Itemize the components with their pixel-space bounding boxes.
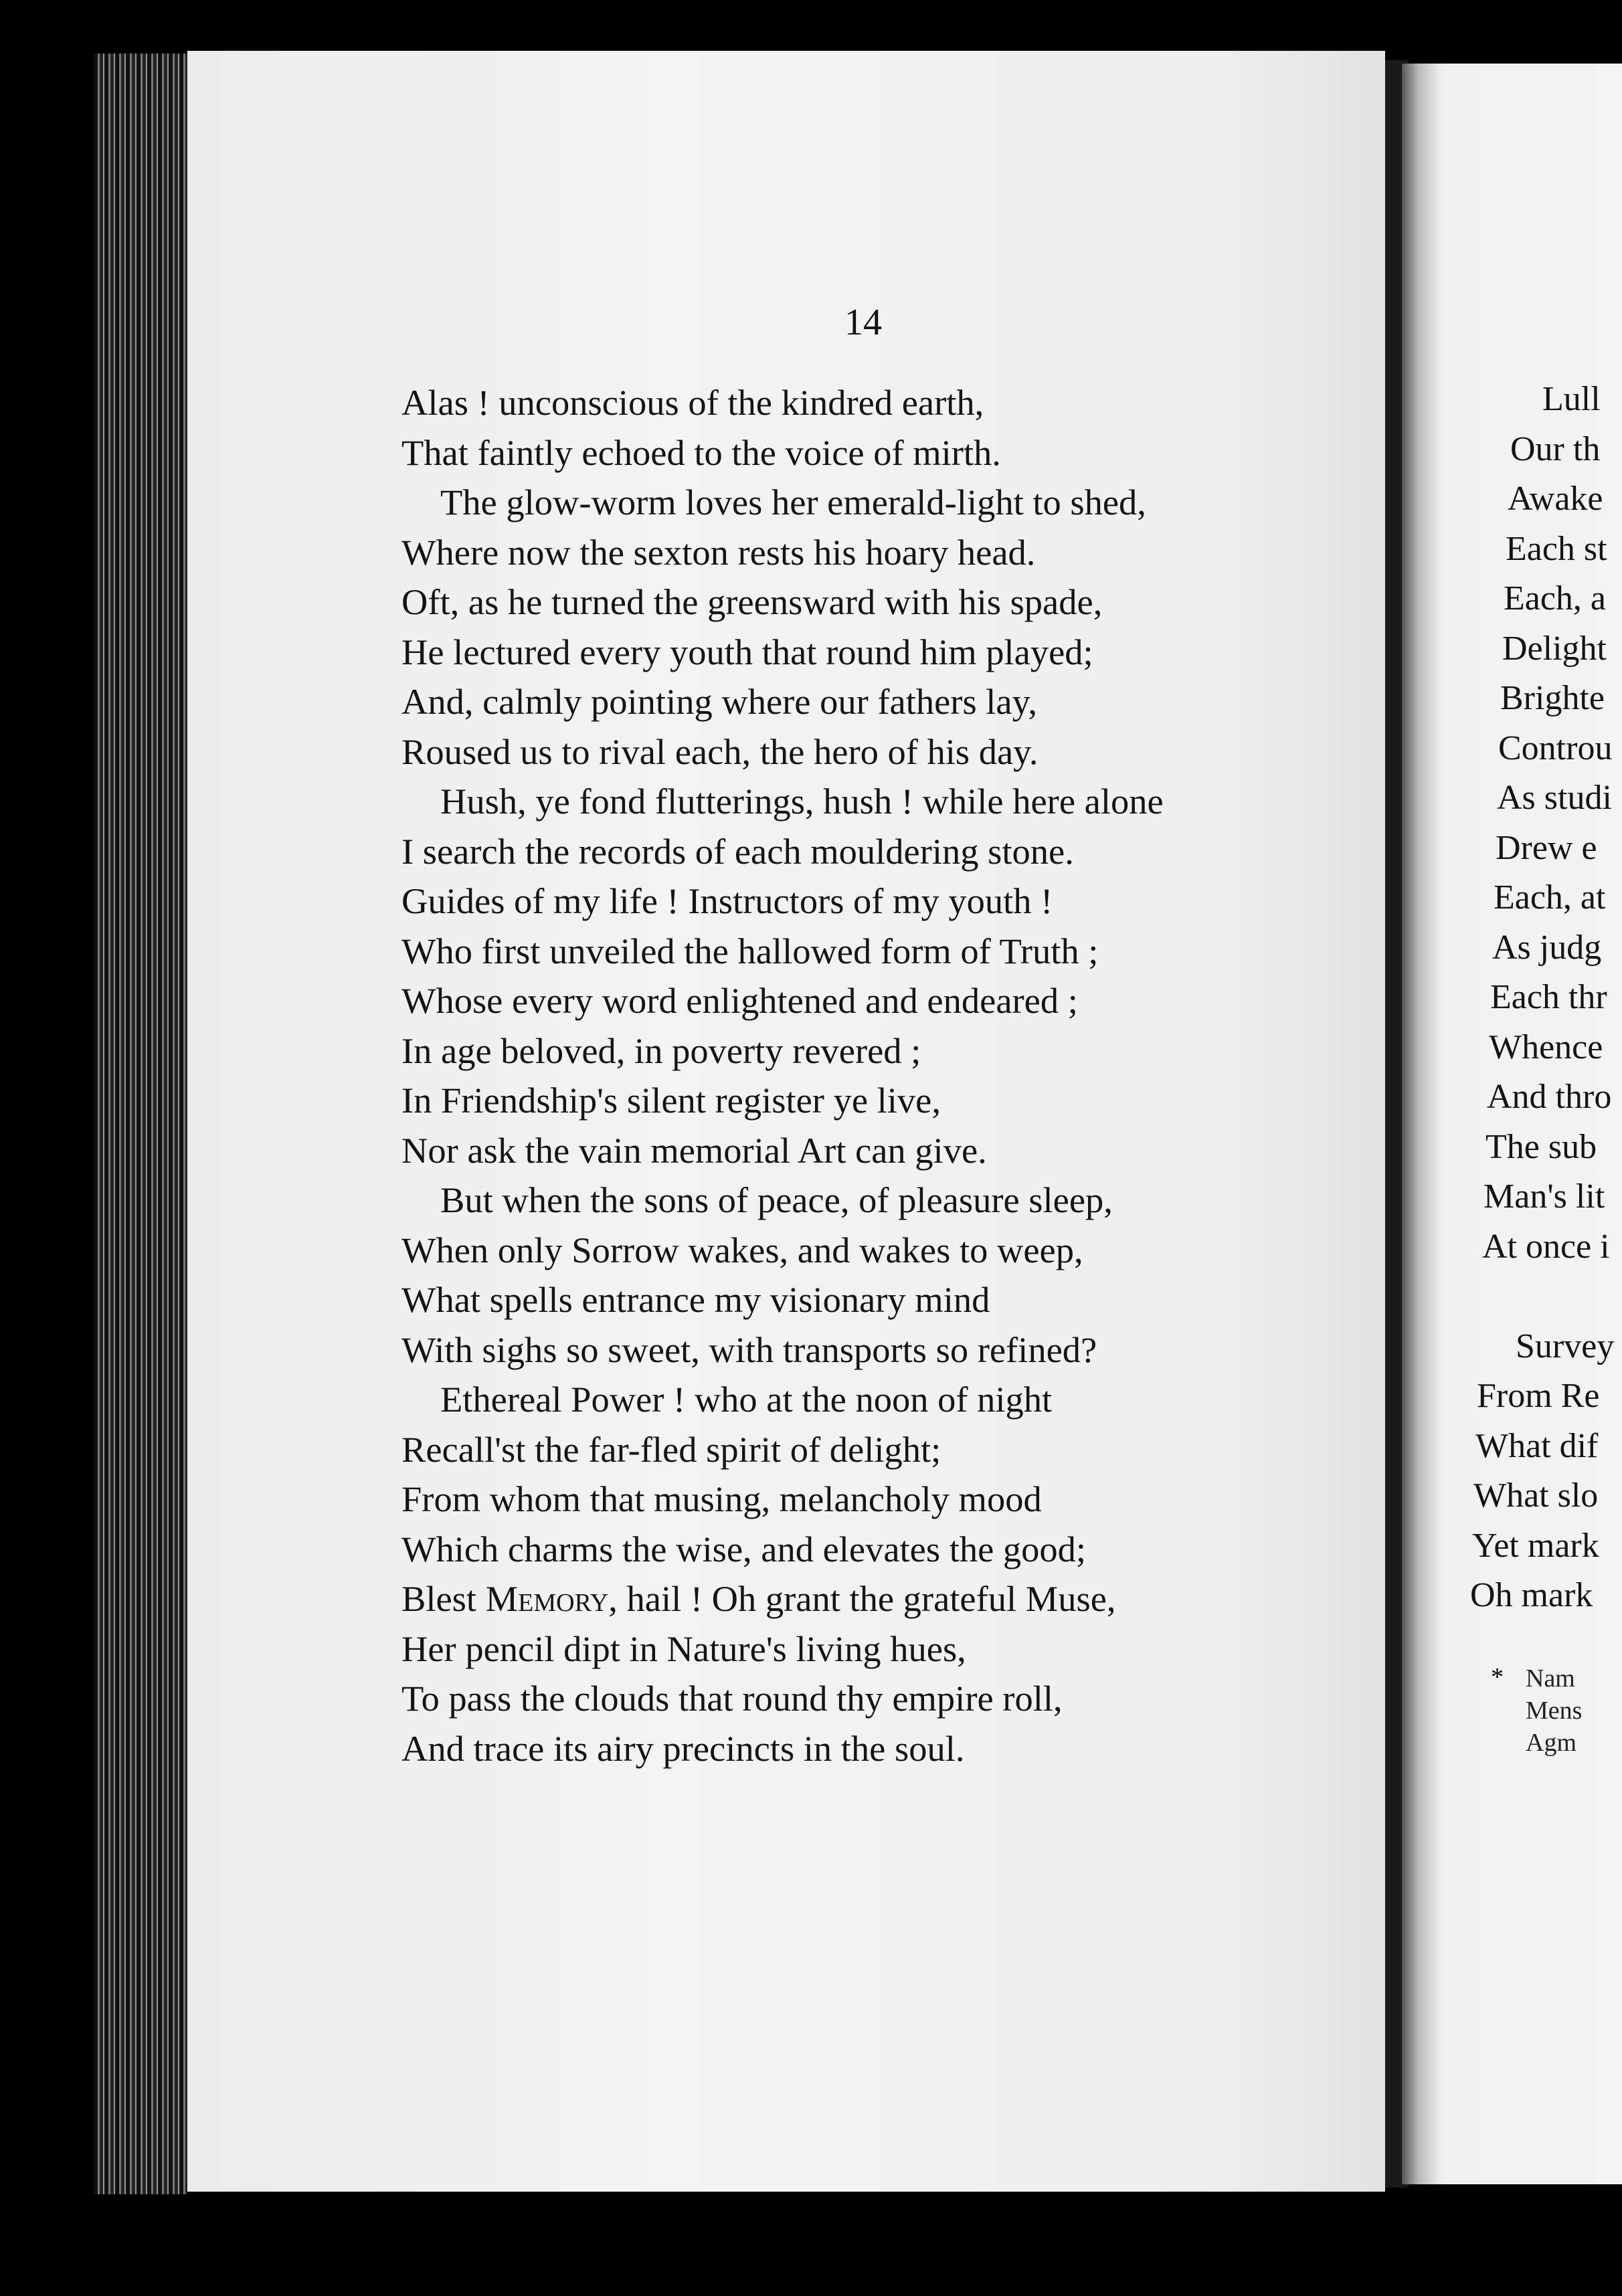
right-line: As judg [1492,928,1602,967]
poem-line: And trace its airy precincts in the soul. [401,1727,965,1769]
poem-line: Nor ask the vain memorial Art can give. [401,1129,987,1171]
right-line: What slo [1473,1476,1599,1515]
poem-line: With sighs so sweet, with transports so refined? [401,1329,1097,1370]
right-page-text [1469,375,1614,1621]
right-line: Our th [1510,429,1601,468]
poem-line-memory [401,1574,1352,1624]
footnote-line: Mens [1526,1697,1583,1725]
poem-line: When only Sorrow wakes, and wakes to weep, [401,1229,1083,1270]
memory-line-pre: Blest [401,1578,486,1619]
right-line: Survey [1516,1327,1615,1365]
right-line: Whence [1489,1028,1603,1066]
poem-line: Who first unveiled the hallowed form of Truth ; [401,930,1099,971]
poem-line: Hush, ye fond flutterings, hush ! while here alone [440,781,1164,822]
stanza-gap [1469,1272,1614,1322]
poem-line: Recall'st the far-fled spirit of delight; [401,1428,941,1470]
footnote-line: Agm [1526,1729,1576,1757]
right-line: Each st [1506,529,1607,568]
poem-line: He lectured every youth that round him played; [401,631,1093,672]
footnote-line: Nam [1526,1664,1575,1693]
right-line: Yet mark [1472,1526,1599,1565]
memory-line-post: , hail ! Oh grant the grateful Muse, [608,1578,1116,1619]
right-line: What dif [1475,1426,1599,1465]
right-line: Brighte [1500,679,1605,717]
page-number: 14 [844,302,882,343]
poem-line: Roused us to rival each, the hero of his day. [401,731,1039,772]
book-page-edges [94,54,187,2194]
right-line: As studi [1497,779,1612,817]
poem-line: Which charms the wise, and elevates the good; [401,1528,1087,1569]
right-line: Man's lit [1483,1177,1605,1216]
poem-line: What spells entrance my visionary mind [401,1279,990,1320]
poem-line: And, calmly pointing where our fathers lay, [401,681,1037,722]
poem-line: From whom that musing, melancholy mood [401,1478,1042,1519]
poem-line: The glow-worm loves her emerald-light to shed, [440,482,1146,522]
right-line: Each, at [1494,878,1606,917]
right-line: Controu [1498,729,1613,767]
poem-line: Her pencil dipt in Nature's living hues, [401,1628,966,1669]
poem-line: Guides of my life ! Instructors of my youth ! [401,880,1053,921]
right-line: Each thr [1490,978,1607,1016]
poem-line: In Friendship's silent register ye live, [401,1080,941,1121]
right-page-footnote [1491,1662,1583,1759]
poem-line: Oft, as he turned the greensward with his spade, [401,581,1103,622]
right-line: Oh mark [1470,1576,1593,1614]
poem-line: In age beloved, in poverty revered ; [401,1030,921,1071]
poem-line: But when the sons of peace, of pleasure sleep, [440,1179,1113,1220]
right-line: At once i [1482,1227,1610,1266]
poem-line: Alas ! unconscious of the kindred earth, [401,382,984,423]
footnote-marker: * [1491,1663,1504,1691]
right-line: Drew e [1496,828,1597,867]
right-line: And thro [1487,1078,1612,1116]
right-line: Each, a [1504,579,1607,617]
poem-line: Whose every word enlightened and endeared ; [401,980,1078,1021]
right-line: Lull [1542,380,1601,418]
poem-line: Ethereal Power ! who at the noon of night [440,1379,1053,1420]
poem-line: To pass the clouds that round thy empire roll, [401,1678,1063,1719]
right-line: Delight [1502,629,1607,668]
poem-line: That faintly echoed to the voice of mirth. [401,432,1001,473]
poem-line: Where now the sexton rests his hoary head. [401,531,1036,573]
memory-word: Memory [485,1578,609,1619]
right-line: The sub [1485,1127,1597,1166]
right-line: Awake [1508,480,1603,518]
right-line: From Re [1477,1377,1600,1415]
poem-text [401,378,1352,1774]
poem-line: I search the records of each mouldering stone. [401,830,1074,872]
